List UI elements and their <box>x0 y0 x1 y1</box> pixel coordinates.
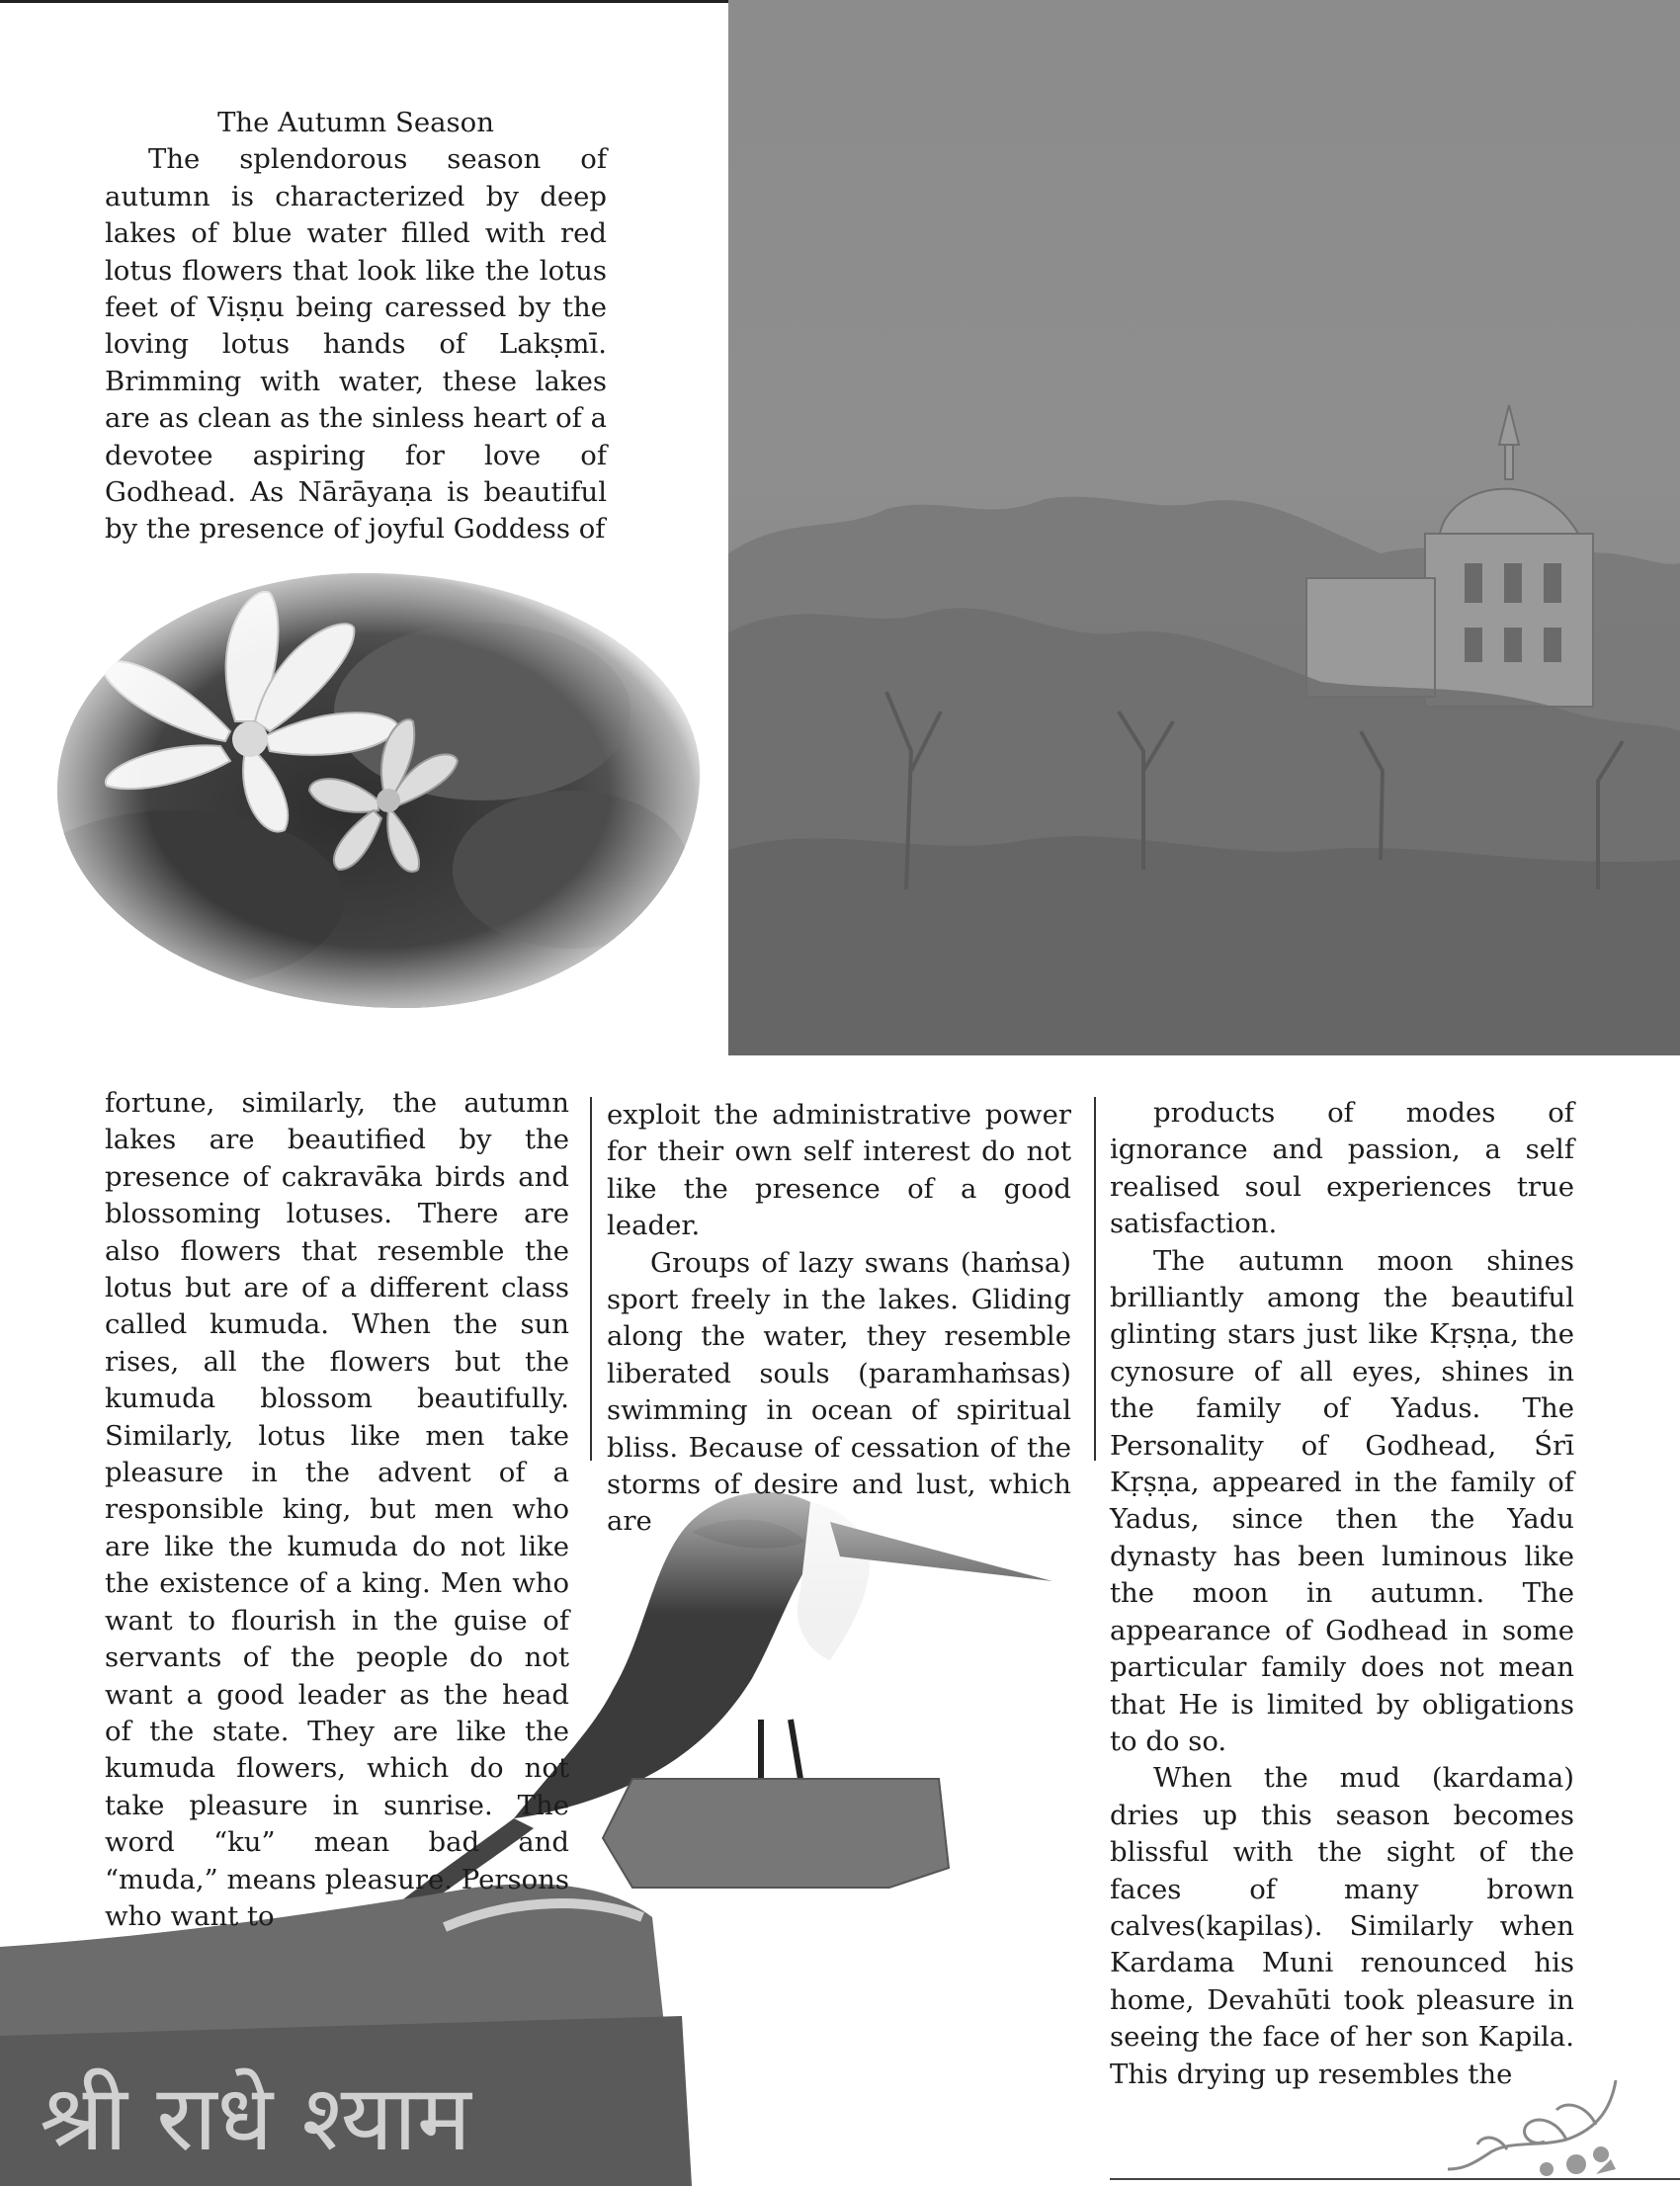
lotus-photo <box>57 573 700 1008</box>
top-rule <box>0 0 728 3</box>
article-intro <box>105 105 607 548</box>
column-2-paragraph-1: exploit the administrative power for their own self interest do not like the presence of a good leader. <box>607 1099 1071 1242</box>
column-3-paragraph-2: The autumn moon shines brilliantly among the beautiful glinting stars just like Kṛṣṇa, the cynosure of all eyes, shines in the family of Yadus. The Personality of Godhead, Śrī Kṛṣṇa, appeared in the family of Yadus, since then the Yadu dynasty has been luminous like the moon in autumn. The appearance of Godhead in some particular family does not mean that He is limited by obligations to do so. <box>1110 1244 1574 1757</box>
column-divider <box>1094 1097 1096 1461</box>
column-3 <box>1110 1095 1574 2093</box>
bottom-rule <box>1110 2178 1680 2180</box>
intro-paragraph: The splendorous season of autumn is characterized by deep lakes of blue water filled with red lotus flowers that look like the lotus feet of Viṣṇu being caressed by the loving lotus hands of Lakṣmī. Brimming with water, these lakes are as clean as the sinless heart of a devotee aspiring for love of Godhead. As Nārāyaṇa is beautiful by the presence of joyful Goddess of <box>105 143 607 546</box>
temple-mist-photo <box>728 0 1680 1055</box>
column-divider <box>590 1097 592 1461</box>
column-3-paragraph-3: When the mud (kardama) dries up this season becomes blissful with the sight of the faces of many brown calves(kapilas). Similarly when Kardama Muni renounced his home, Devahūti took pleasure in seeing the face of her son Kapila. This drying up resembles the <box>1110 1762 1574 2090</box>
column-1 <box>105 1085 569 1935</box>
column-1-paragraph-1: fortune, similarly, the autumn lakes are beautified by the presence of cakravāka birds and blossoming lotuses. There are also flowers that resemble the lotus but are of a different class called kumuda. When the sun rises, all the flowers but the kumuda blossom beautifully. Similarly, lotus like men take pleasure in the advent of a responsible king, but men who are like the kumuda do not like the existence of a king. Men who want to flourish in the guise of servants of the people do not want a good leader as the head of the state. They are like the kumuda flowers, which do not take pleasure in sunrise. The word “ku” mean bad and “muda,” means pleasure. Persons who want to <box>105 1087 569 1932</box>
column-3-paragraph-1: products of modes of ignorance and passion, a self realised soul experiences true satisfaction. <box>1110 1097 1574 1240</box>
article-title: The Autumn Season <box>217 107 494 138</box>
column-2-paragraph-2: Groups of lazy swans (haṁsa) sport freely in the lakes. Gliding along the water, they resemble liberated souls (paramhaṁsas) swimming in ocean of spiritual bliss. Because of cessation of the storms of desire and lust, which are <box>607 1246 1071 1538</box>
column-2 <box>607 1097 1071 1541</box>
